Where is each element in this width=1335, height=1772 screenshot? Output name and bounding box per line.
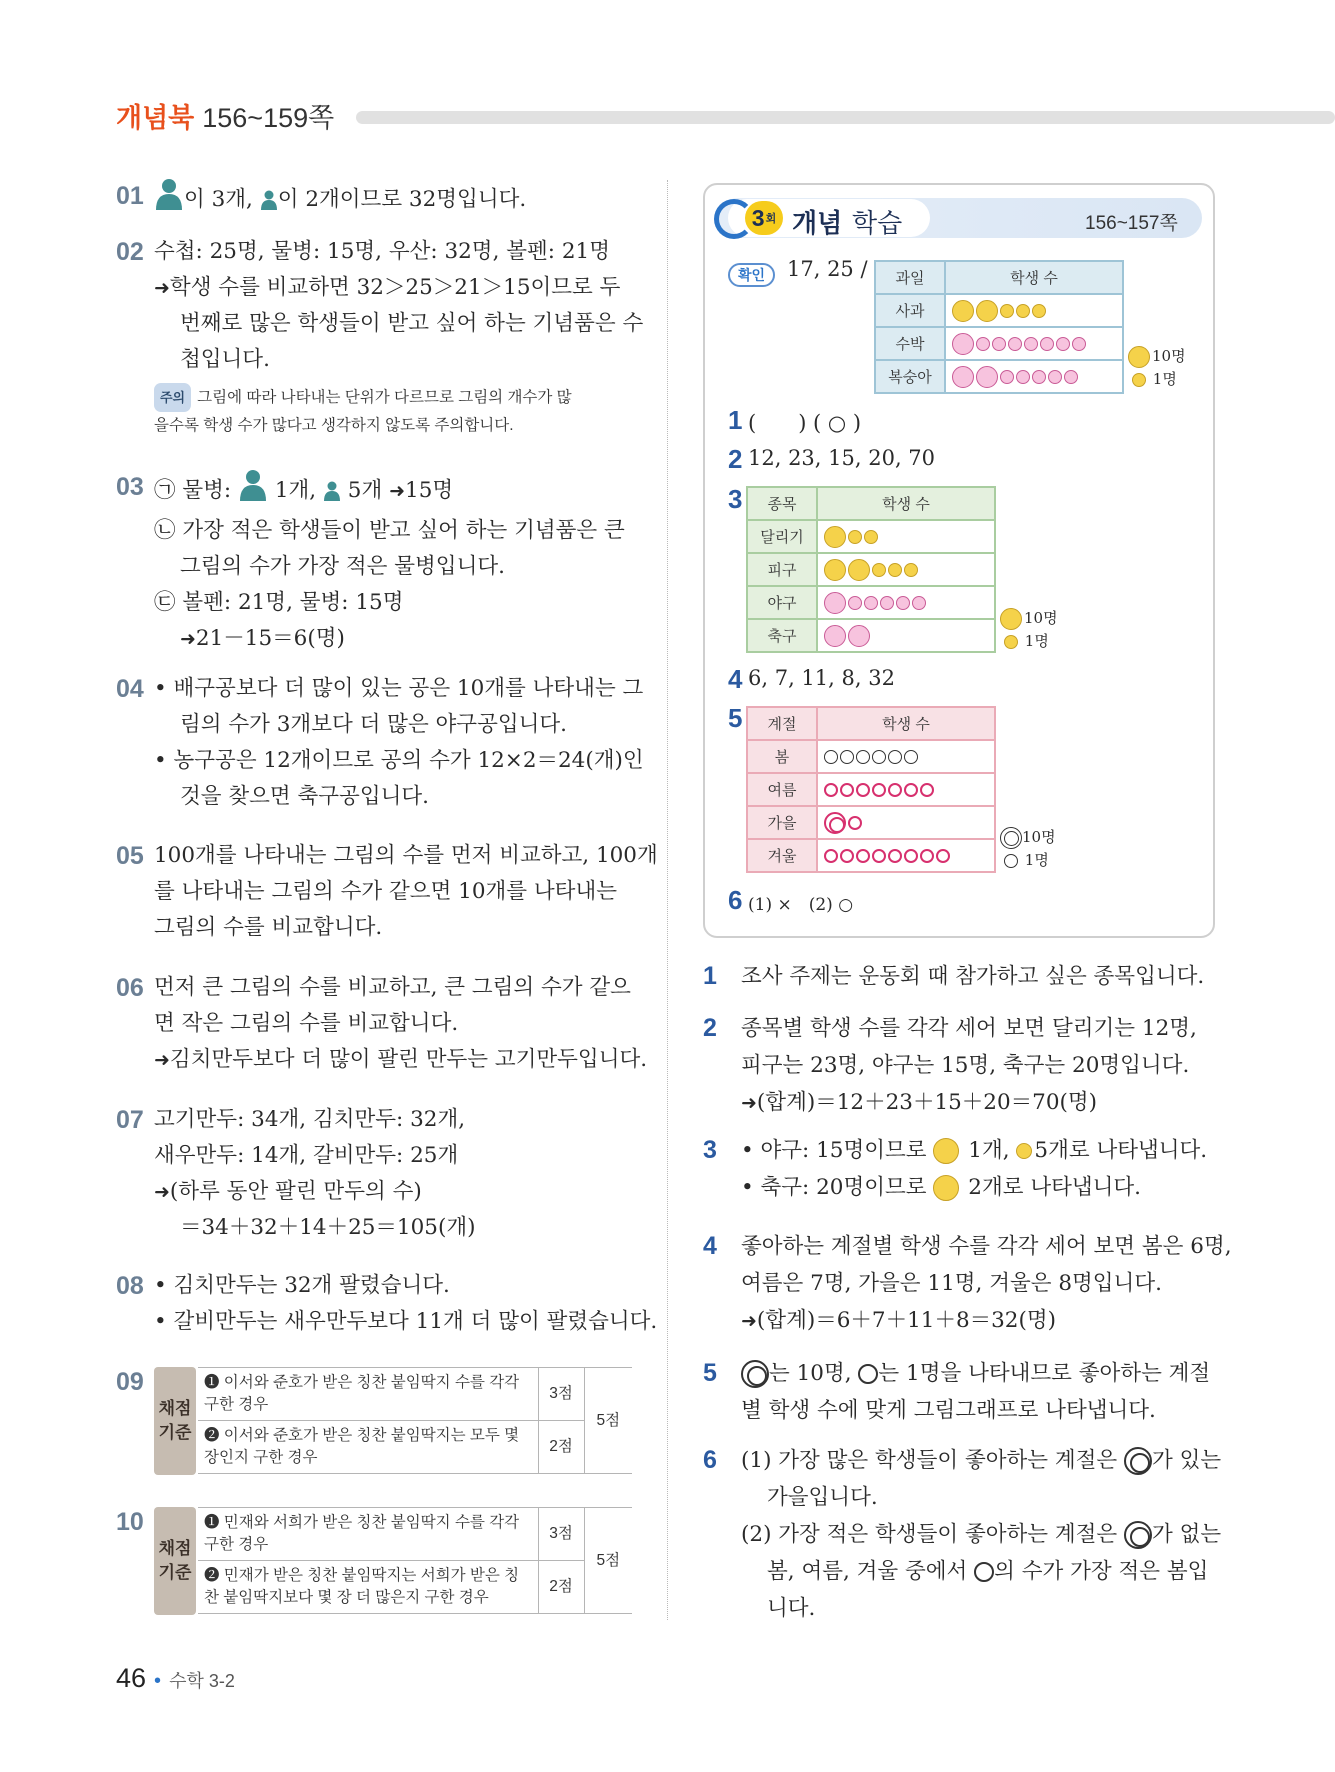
circle-icon [858, 1364, 878, 1384]
panel-pages: 156~157쪽 [1085, 213, 1178, 234]
explanation-number: 3 [703, 1136, 717, 1164]
answer-03: 03 ㉠ 물병: 1개, 5개 ➜15명 ㉡ 가장 적은 학생들이 받고 싶어 하는 기념품은 큰 그림의 수가 가장 적은 물병입니다. ㉢ 볼펜: 21명, 물병: 15명 ➜21－15＝6(명) [116, 469, 756, 659]
explanation-number: 2 [703, 1014, 717, 1042]
answer-06: 06 먼저 큰 그림의 수를 비교하고, 큰 그림의 수가 같으 면 작은 그림의 수를 비교합니다. ➜김치만두보다 더 많이 팔린 만두는 고기만두입니다. [116, 970, 756, 1085]
arrow-icon: ➜ [741, 1310, 757, 1332]
answer-number: 06 [116, 974, 144, 1002]
explanation-2: 2 종목별 학생 수를 각각 세어 보면 달리기는 12명, 피구는 23명, 야구는 15명, 축구는 20명입니다. ➜(합계)＝12＋23＋15＋20＝70(명) [703, 1010, 1223, 1125]
explanation-6: 6 (1) 가장 많은 학생들이 좋아하는 계절은 가 있는 가을입니다. (2) 가장 적은 학생들이 좋아하는 계절은 가 없는 봄, 여름, 겨울 중에서 의 수가 가장 적은 봄입 니다. [703, 1442, 1223, 1632]
answer-number: 03 [116, 473, 144, 501]
double-circle-icon [1124, 1447, 1152, 1475]
panel-answer-6: 6 [728, 885, 743, 915]
sport-legend: 10명 1명 [1000, 607, 1058, 652]
person-large-icon [238, 469, 268, 513]
caution-note: 주의 그림에 따라 나타내는 단위가 다르므로 그림의 개수가 많 을수록 학생 수가 많다고 생각하지 않도록 주의합니다. [154, 383, 644, 439]
arrow-icon: ➜ [741, 1092, 757, 1114]
circle-icon [1004, 854, 1018, 868]
page-number: 46 [116, 1663, 147, 1693]
smiley-small-icon [1132, 373, 1146, 387]
autumn-count [817, 806, 995, 839]
peach-count [945, 360, 1123, 393]
explanation-number: 5 [703, 1359, 717, 1387]
scoring-table-09: 채점 기준 ❶ 이서와 준호가 받은 칭찬 붙임딱지 수를 각각 구한 경우 3점 5점 ❷ 이서와 준호가 받은 칭찬 붙임딱지는 모두 몇 장인지 구한 경우 2점 [154, 1367, 632, 1475]
scoring-table-10: 채점 기준 ❶ 민재와 서희가 받은 칭찬 붙임딱지 수를 각각 구한 경우 3점 5점 ❷ 민재가 받은 칭찬 붙임딱지는 서희가 받은 칭찬 붙임딱지보다 몇 장 더 많은지 구한 경우 2점 [154, 1507, 632, 1615]
panel-title-concept: 개념 [792, 208, 843, 238]
round-badge: 3 회 [745, 201, 783, 235]
panel-answer-2: 2 [728, 444, 743, 474]
panel-answer-4: 4 [728, 664, 743, 694]
person-large-icon [154, 178, 184, 222]
arrow-icon: ➜ [180, 628, 196, 650]
book-title: 수학 3-2 [169, 1671, 235, 1691]
sport-picture-graph: 종목 학생 수 달리기 피구 야구 축구 [746, 486, 996, 653]
season-picture-graph: 계절 학생 수 봄 여름 가을 겨울 [746, 706, 996, 873]
header-bar [356, 111, 1335, 124]
explanation-5: 5 는 10명, 는 1명을 나타내므로 좋아하는 계절 별 학생 수에 맞게 그림그래프로 나타냅니다. [703, 1355, 1223, 1435]
apple-count [945, 294, 1123, 327]
answer-02: 02 수첩: 25명, 물병: 15명, 우산: 32명, 볼펜: 21명 ➜학생 수를 비교하면 32＞25＞21＞15이므로 두 번째로 많은 학생들이 받고 싶어 하는 기념품은 수 첩입니다. [116, 234, 756, 434]
arrow-icon: ➜ [154, 277, 170, 299]
person-small-icon [260, 186, 278, 222]
fruit-picture-graph: 과일 학생 수 사과 수박 복숭아 [874, 260, 1124, 394]
dodgeball-count [817, 553, 995, 586]
arrow-icon: ➜ [389, 480, 406, 502]
page-header [116, 96, 334, 135]
circle-icon [974, 1562, 994, 1582]
answer-07: 07 고기만두: 34개, 김치만두: 32개, 새우만두: 14개, 갈비만두: 25개 ➜(하루 동안 팔린 만두의 수) ＝34＋32＋14＋25＝105(개) [116, 1102, 756, 1252]
answer-number: 09 [116, 1368, 144, 1396]
answer-09 [116, 1364, 156, 1400]
answer-number: 01 [116, 182, 144, 210]
smiley-large-icon [1128, 346, 1150, 368]
running-count [817, 520, 995, 553]
double-circle-icon [1124, 1521, 1152, 1549]
page-footer [116, 1663, 235, 1694]
smiley-large-icon [933, 1138, 959, 1164]
person-small-icon [323, 477, 341, 513]
explanation-number: 1 [703, 962, 717, 990]
scoring-criteria-label: 채점 기준 [154, 1507, 196, 1615]
baseball-count [817, 586, 995, 619]
concept-book-label: 개념북 [116, 103, 195, 133]
smiley-large-icon [933, 1175, 959, 1201]
explanation-number: 4 [703, 1232, 717, 1260]
smiley-large-icon [1000, 608, 1022, 630]
panel-title-study: 학습 [852, 208, 903, 238]
answer-number: 02 [116, 238, 144, 266]
answer-number: 07 [116, 1106, 144, 1134]
check-tag: 확인 [728, 263, 775, 287]
fruit-legend: 10명 1명 [1128, 345, 1186, 390]
answer-number: 04 [116, 675, 144, 703]
scoring-criteria-label: 채점 기준 [154, 1367, 196, 1475]
check-value: 17, 25 / [787, 257, 868, 281]
answer-01: 01 이 3개, 이 2개이므로 32명입니다. [116, 178, 756, 218]
bullet-icon: • [154, 1670, 162, 1692]
smiley-small-icon [1016, 1143, 1032, 1159]
spring-count [817, 740, 995, 773]
answer-04: 04 • 배구공보다 더 많이 있는 공은 10개를 나타내는 그 림의 수가 3개보다 더 많은 야구공입니다. • 농구공은 12개이므로 공의 수가 12×2＝24(개)인 것을 찾으면 축구공입니다. [116, 671, 756, 821]
arrow-icon: ➜ [154, 1181, 170, 1203]
answer-05: 05 100개를 나타내는 그림의 수를 먼저 비교하고, 100개 를 나타내는 그림의 수가 같으면 10개를 나타내는 그림의 수를 비교합니다. [116, 838, 756, 953]
arrow-icon: ➜ [154, 1049, 170, 1071]
answer-10 [116, 1504, 156, 1540]
caution-tag: 주의 [154, 383, 191, 412]
answer-number: 10 [116, 1508, 144, 1536]
explanation-number: 6 [703, 1446, 717, 1474]
answer-08: 08 • 김치만두는 32개 팔렸습니다. • 갈비만두는 새우만두보다 11개 더 많이 팔렸습니다. [116, 1268, 756, 1348]
season-legend: 10명 1명 [1000, 826, 1056, 871]
smiley-small-icon [1004, 635, 1018, 649]
watermelon-count [945, 327, 1123, 360]
explanation-3: 3 • 야구: 15명이므로 1개, 5개로 나타냅니다. • 축구: 20명이므로 2개로 나타냅니다. [703, 1132, 1223, 1212]
double-circle-icon [1000, 827, 1022, 849]
answer-number: 05 [116, 842, 144, 870]
summer-count [817, 773, 995, 806]
winter-count [817, 839, 995, 872]
panel-answer-3: 3 [728, 484, 743, 514]
answer-number: 08 [116, 1272, 144, 1300]
concept-book-pages: 156~159쪽 [202, 103, 335, 133]
soccer-count [817, 619, 995, 652]
double-circle-icon [741, 1360, 769, 1388]
explanation-4: 4 좋아하는 계절별 학생 수를 각각 세어 보면 봄은 6명, 여름은 7명, 가을은 11명, 겨울은 8명입니다. ➜(합계)＝6＋7＋11＋8＝32(명) [703, 1228, 1223, 1343]
explanation-1: 1 조사 주제는 운동회 때 참가하고 싶은 종목입니다. [703, 958, 1223, 998]
panel-answer-1: 1 [728, 405, 743, 435]
panel-answer-5: 5 [728, 703, 743, 733]
